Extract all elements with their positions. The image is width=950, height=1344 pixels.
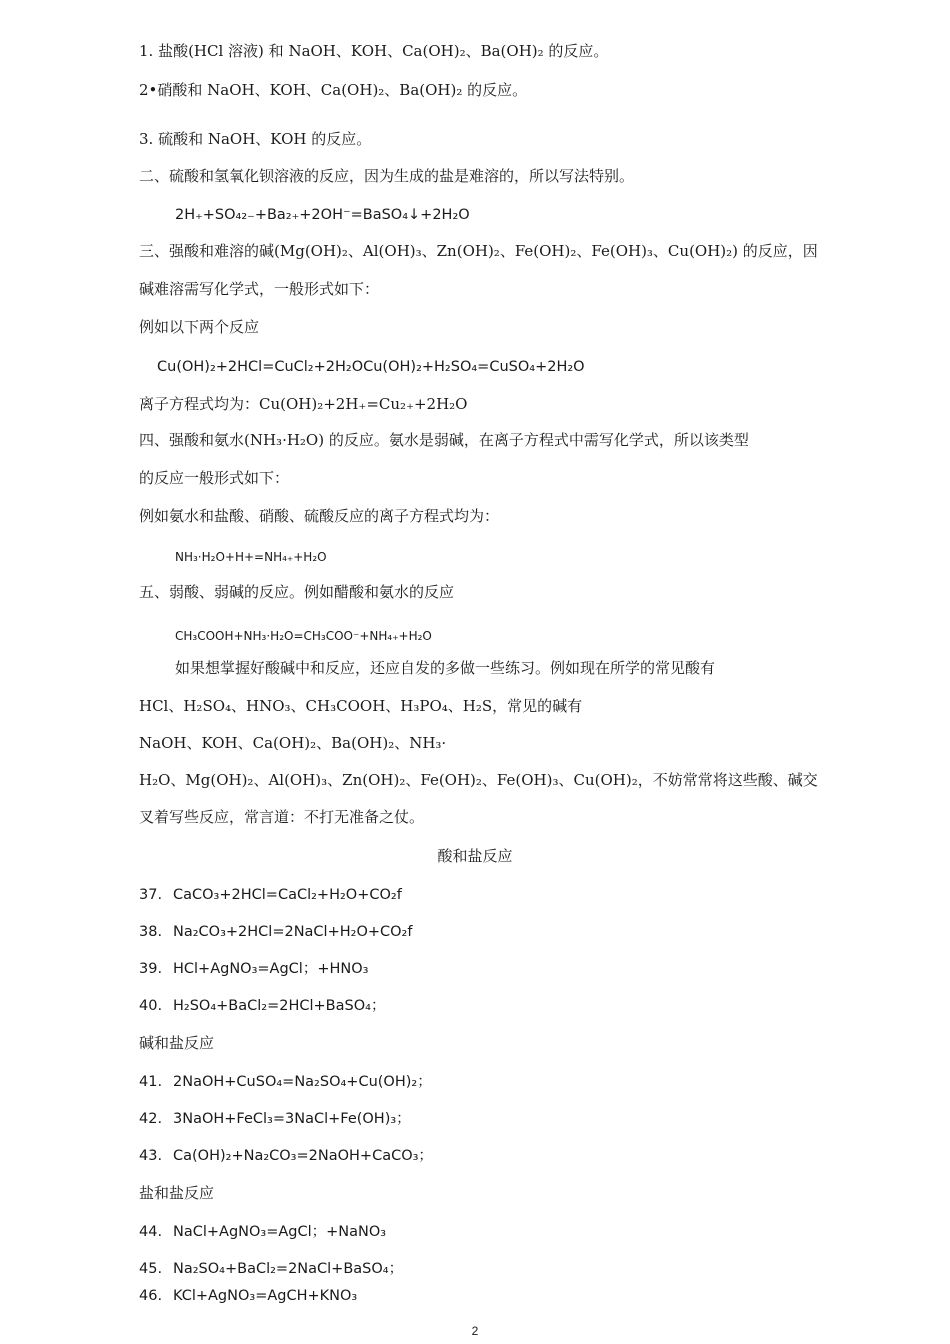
item-equation: 3NaOH+FeCl₃=3NaCl+Fe(OH)₃； bbox=[173, 1111, 411, 1127]
list-item bbox=[139, 1286, 357, 1306]
text-line: 例如氨水和盐酸、硝酸、硫酸反应的离子方程式均为： bbox=[139, 507, 500, 525]
item-number: 44. bbox=[139, 1224, 163, 1240]
text-line: 三、强酸和难溶的碱(Mg(OH)₂、Al(OH)₃、Zn(OH)₂、Fe(OH)₂、Fe(OH)₃、Cu(OH)₂) 的反应，因 bbox=[139, 242, 818, 260]
item-equation: NaCl+AgNO₃=AgCl；+NaNO₃ bbox=[173, 1224, 387, 1240]
item-equation: KCl+AgNO₃=AgCH+KNO₃ bbox=[173, 1288, 358, 1304]
section-heading: 盐和盐反应 bbox=[139, 1184, 215, 1202]
item-equation: Ca(OH)₂+Na₂CO₃=2NaOH+CaCO₃； bbox=[173, 1148, 433, 1164]
text-line: NaOH、KOH、Ca(OH)₂、Ba(OH)₂、NH₃· bbox=[139, 734, 447, 752]
text-line: 2•硝酸和 NaOH、KOH、Ca(OH)₂、Ba(OH)₂ 的反应。 bbox=[139, 81, 528, 99]
item-number: 37. bbox=[139, 887, 163, 903]
item-equation: HCl+AgNO₃=AgCl；+HNO₃ bbox=[173, 961, 369, 977]
text-line: 例如以下两个反应 bbox=[139, 318, 260, 336]
text-line: 如果想掌握好酸碱中和反应，还应自发的多做一些练习。例如现在所学的常见酸有 bbox=[175, 659, 716, 677]
item-equation: Na₂CO₃+2HCl=2NaCl+H₂O+CO₂f bbox=[173, 924, 413, 940]
list-item bbox=[139, 1072, 432, 1092]
list-item bbox=[139, 1146, 433, 1166]
chemical-equation: Cu(OH)₂+2HCl=CuCl₂+2H₂OCu(OH)₂+H₂SO₄=CuSO₄+2H₂O bbox=[157, 359, 585, 375]
text-line: 3. 硫酸和 NaOH、KOH 的反应。 bbox=[139, 130, 372, 148]
text-line: 离子方程式均为：Cu(OH)₂+2H₊=Cu₂₊+2H₂O bbox=[139, 395, 468, 413]
text-line: 的反应一般形式如下： bbox=[139, 469, 290, 487]
item-number: 41. bbox=[139, 1074, 163, 1090]
item-number: 40. bbox=[139, 998, 163, 1014]
list-item bbox=[139, 996, 385, 1016]
section-heading: 酸和盐反应 bbox=[437, 847, 513, 865]
list-item bbox=[139, 1259, 403, 1279]
item-number: 38. bbox=[139, 924, 163, 940]
item-number: 45. bbox=[139, 1261, 163, 1277]
page-number: 2 bbox=[471, 1324, 479, 1338]
item-number: 43. bbox=[139, 1148, 163, 1164]
list-item bbox=[139, 922, 412, 942]
text-line: 1. 盐酸(HCl 溶液) 和 NaOH、KOH、Ca(OH)₂、Ba(OH)₂ 的反应。 bbox=[139, 42, 609, 60]
list-item bbox=[139, 1109, 411, 1129]
text-line: 五、弱酸、弱碱的反应。例如醋酸和氨水的反应 bbox=[139, 583, 455, 601]
item-number: 46. bbox=[139, 1288, 163, 1304]
item-equation: Na₂SO₄+BaCl₂=2NaCl+BaSO₄； bbox=[173, 1261, 404, 1277]
text-line: 碱难溶需写化学式，一般形式如下： bbox=[139, 280, 380, 298]
text-line: 二、硫酸和氢氧化钡溶液的反应，因为生成的盐是难溶的，所以写法特别。 bbox=[139, 167, 635, 185]
item-equation: 2NaOH+CuSO₄=Na₂SO₄+Cu(OH)₂； bbox=[173, 1074, 432, 1090]
item-equation: CaCO₃+2HCl=CaCl₂+H₂O+CO₂f bbox=[173, 887, 402, 903]
text-line: 叉着写些反应，常言道：不打无准备之仗。 bbox=[139, 808, 425, 826]
item-number: 42. bbox=[139, 1111, 163, 1127]
ionic-equation: CH₃COOH+NH₃·H₂O=CH₃COO⁻+NH₄₊+H₂O bbox=[175, 629, 432, 643]
ionic-equation: 2H₊+SO₄₂₋+Ba₂₊+2OH⁻=BaSO₄↓+2H₂O bbox=[175, 207, 470, 223]
text-line: H₂O、Mg(OH)₂、Al(OH)₃、Zn(OH)₂、Fe(OH)₂、Fe(OH)₃、Cu(OH)₂，不妨常常将这些酸、碱交 bbox=[139, 771, 818, 789]
item-number: 39. bbox=[139, 961, 163, 977]
section-heading: 碱和盐反应 bbox=[139, 1034, 215, 1052]
list-item bbox=[139, 1222, 386, 1242]
text-line: HCl、H₂SO₄、HNO₃、CH₃COOH、H₃PO₄、H₂S，常见的碱有 bbox=[139, 697, 583, 715]
item-equation: H₂SO₄+BaCl₂=2HCl+BaSO₄； bbox=[173, 998, 386, 1014]
text-line: 四、强酸和氨水(NH₃·H₂O) 的反应。氨水是弱碱，在离子方程式中需写化学式，所以该类型 bbox=[139, 431, 749, 449]
ionic-equation: NH₃·H₂O+H+=NH₄₊+H₂O bbox=[175, 550, 327, 564]
list-item bbox=[139, 959, 368, 979]
list-item bbox=[139, 885, 402, 905]
